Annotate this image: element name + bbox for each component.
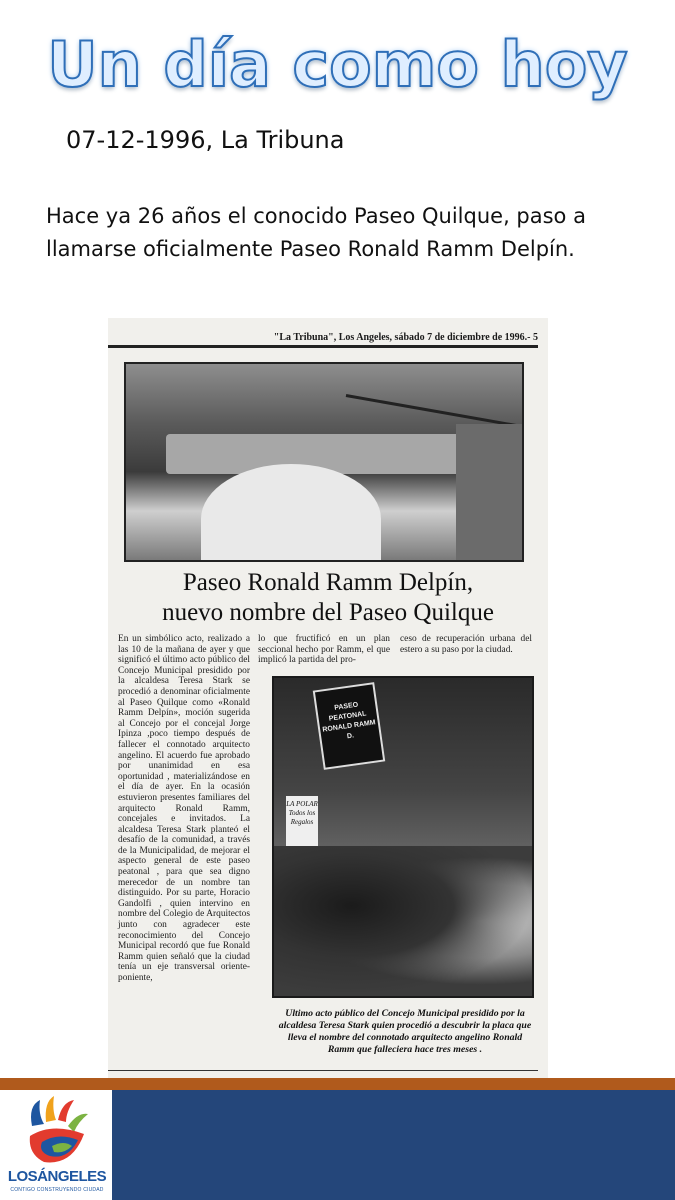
- article-column-2: lo que fructificó en un plan seccional hecho por Ramm, el que implicó la partida del pro-: [258, 634, 390, 666]
- store-poster: LA POLAR Todos los Regalos: [286, 796, 318, 866]
- date-source: 07-12-1996, La Tribuna: [66, 126, 345, 154]
- article-headline: [108, 568, 548, 628]
- photo-crowd: [274, 846, 532, 996]
- photo-arch-water: [201, 464, 381, 562]
- photo-wall: [456, 424, 524, 562]
- footer-stripe: [0, 1078, 675, 1090]
- article-column-3: ceso de recuperación urbana del estero a su paso por la ciudad.: [400, 634, 532, 655]
- article-column-1: En un simbólico acto, realizado a las 10 de la mañana de ayer y que significó el último acto público del Concejo Municipal presidido por la alcaldesa Teresa Stark se procedió a denominar oficialmente al Paseo Quilque como «Ronald Ramm Delpín», moción sugerida al Concejo por el concejal Jorge Ipinza ,poco tiempo después de fallecer el connotado arquitecto angelino. El acuerdo fue aprobado por unanimidad en esa oportunidad , materializándose en el día de ayer. En la ocasión estuvieron presentes familiares del arquitecto Ronald Ramm, concejales e invitados. La alcaldesa Teresa Stark planteó el desafío de la comunidad, a través de la Municipalidad, de mejorar el aspecto general de este paseo peatonal , para que sea digno merecedor de un nombre tan distinguido. Por su parte, Horacio Gandolfi , quien intervino en nombre del Colegio de Arquitectos junto con agradecer este reconocimiento del Concejo Municipal recordó que fue Ronald Ramm quien señaló que la ciudad tenía un eje transversal oriente-poniente,: [118, 634, 250, 983]
- intro-line-2: llamarse oficialmente Paseo Ronald Ramm Delpín.: [46, 237, 575, 261]
- los-angeles-logo-icon: [22, 1096, 92, 1168]
- logo-wordmark: LOSÁNGELES: [7, 1168, 107, 1185]
- newspaper-clipping: [108, 318, 548, 1078]
- headline-line-2: nuevo nombre del Paseo Quilque: [162, 599, 494, 626]
- river-bridge-photo: [124, 362, 524, 562]
- intro-line-1: Hace ya 26 años el conocido Paseo Quilque, paso a: [46, 204, 586, 228]
- clipping-divider: [108, 1070, 538, 1071]
- ceremony-photo: [272, 676, 534, 998]
- street-sign: PASEO PEATONAL RONALD RAMM D.: [313, 682, 386, 770]
- page-title: Un día como hoy: [47, 28, 628, 101]
- headline-line-1: Paseo Ronald Ramm Delpín,: [182, 569, 474, 596]
- intro-text: [46, 200, 646, 266]
- newspaper-masthead: "La Tribuna", Los Angeles, sábado 7 de diciembre de 1996.- 5: [108, 332, 538, 348]
- logo-tagline: CONTIGO CONSTRUYENDO CIUDAD: [10, 1187, 104, 1193]
- photo-caption: Ultimo acto público del Concejo Municipal presidido por la alcaldesa Teresa Stark quien procedió a descubrir la placa que lleva el nombre del connotado arquitecto angelino Ronald Ramm que falleciera hace tres meses .: [278, 1008, 532, 1055]
